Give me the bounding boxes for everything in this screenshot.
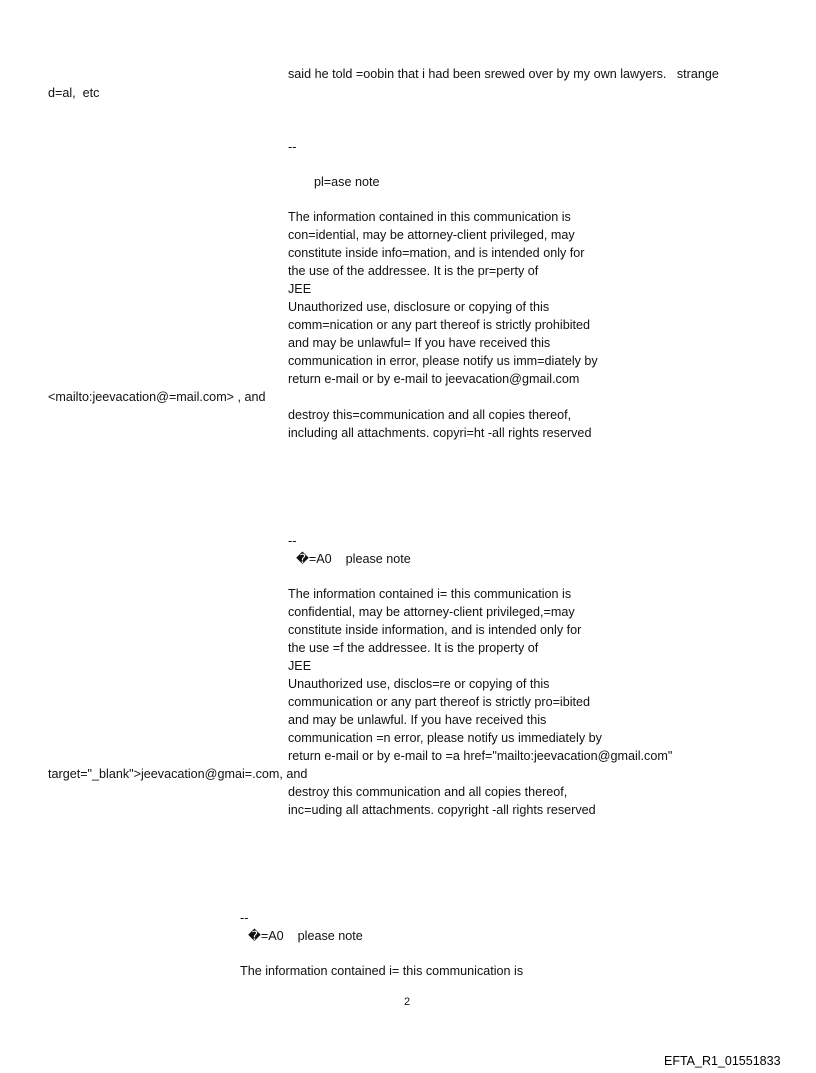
disclaimer-line: The information contained i= this communication is xyxy=(288,587,572,601)
disclaimer-line: inc=uding all attachments. copyright -all rights reserved xyxy=(288,803,596,817)
disclaimer-line: constitute inside information, and is intended only for xyxy=(288,623,582,637)
email-body-line: d=al, etc xyxy=(48,86,100,100)
disclaimer-line: constitute inside info=mation, and is intended only for xyxy=(288,246,585,260)
disclaimer-line: including all attachments. copyri=ht -all rights reserved xyxy=(288,426,592,440)
document-id: EFTA_R1_01551833 xyxy=(664,1054,781,1068)
disclaimer-line: communication =n error, please notify us immediately by xyxy=(288,731,602,745)
disclaimer-line: Unauthorized use, disclos=re or copying of this xyxy=(288,677,550,691)
disclaimer-line: con=idential, may be attorney-client privileged, may xyxy=(288,228,575,242)
disclaimer-line: communication in error, please notify us imm=diately by xyxy=(288,354,598,368)
disclaimer-line: and may be unlawful. If you have received this xyxy=(288,713,547,727)
disclaimer-line: communication or any part thereof is strictly pro=ibited xyxy=(288,695,591,709)
email-body-line: said he told =oobin that i had been srewed over by my own lawyers. strange xyxy=(288,67,719,81)
mailto-line: <mailto:jeevacation@=mail.com> , and xyxy=(48,390,266,404)
disclaimer-line: confidential, may be attorney-client privileged,=may xyxy=(288,605,575,619)
disclaimer-heading: �=A0 please note xyxy=(248,929,363,943)
disclaimer-line: comm=nication or any part thereof is strictly prohibited xyxy=(288,318,591,332)
disclaimer-line: return e-mail or by e-mail to =a href="mailto:jeevacation@gmail.com" xyxy=(288,749,673,763)
disclaimer-line: the use of the addressee. It is the pr=perty of xyxy=(288,264,539,278)
disclaimer-line: The information contained in this communication is xyxy=(288,210,571,224)
signature-separator: -- xyxy=(288,140,297,154)
page-number: 2 xyxy=(404,996,411,1008)
disclaimer-line: the use =f the addressee. It is the property of xyxy=(288,641,539,655)
disclaimer-line: JEE xyxy=(288,659,312,673)
disclaimer-line: destroy this=communication and all copies thereof, xyxy=(288,408,572,422)
disclaimer-line: Unauthorized use, disclosure or copying of this xyxy=(288,300,550,314)
disclaimer-heading: pl=ase note xyxy=(314,175,380,189)
disclaimer-line: destroy this communication and all copies thereof, xyxy=(288,785,568,799)
disclaimer-heading: �=A0 please note xyxy=(296,552,411,566)
signature-separator: -- xyxy=(240,911,249,925)
disclaimer-line: The information contained i= this communication is xyxy=(240,964,524,978)
disclaimer-line: return e-mail or by e-mail to jeevacation@gmail.com xyxy=(288,372,580,386)
signature-separator: -- xyxy=(288,534,297,548)
disclaimer-line: and may be unlawful= If you have received this xyxy=(288,336,551,350)
mailto-line: target="_blank">jeevacation@gmai=.com, and xyxy=(48,767,308,781)
disclaimer-line: JEE xyxy=(288,282,312,296)
